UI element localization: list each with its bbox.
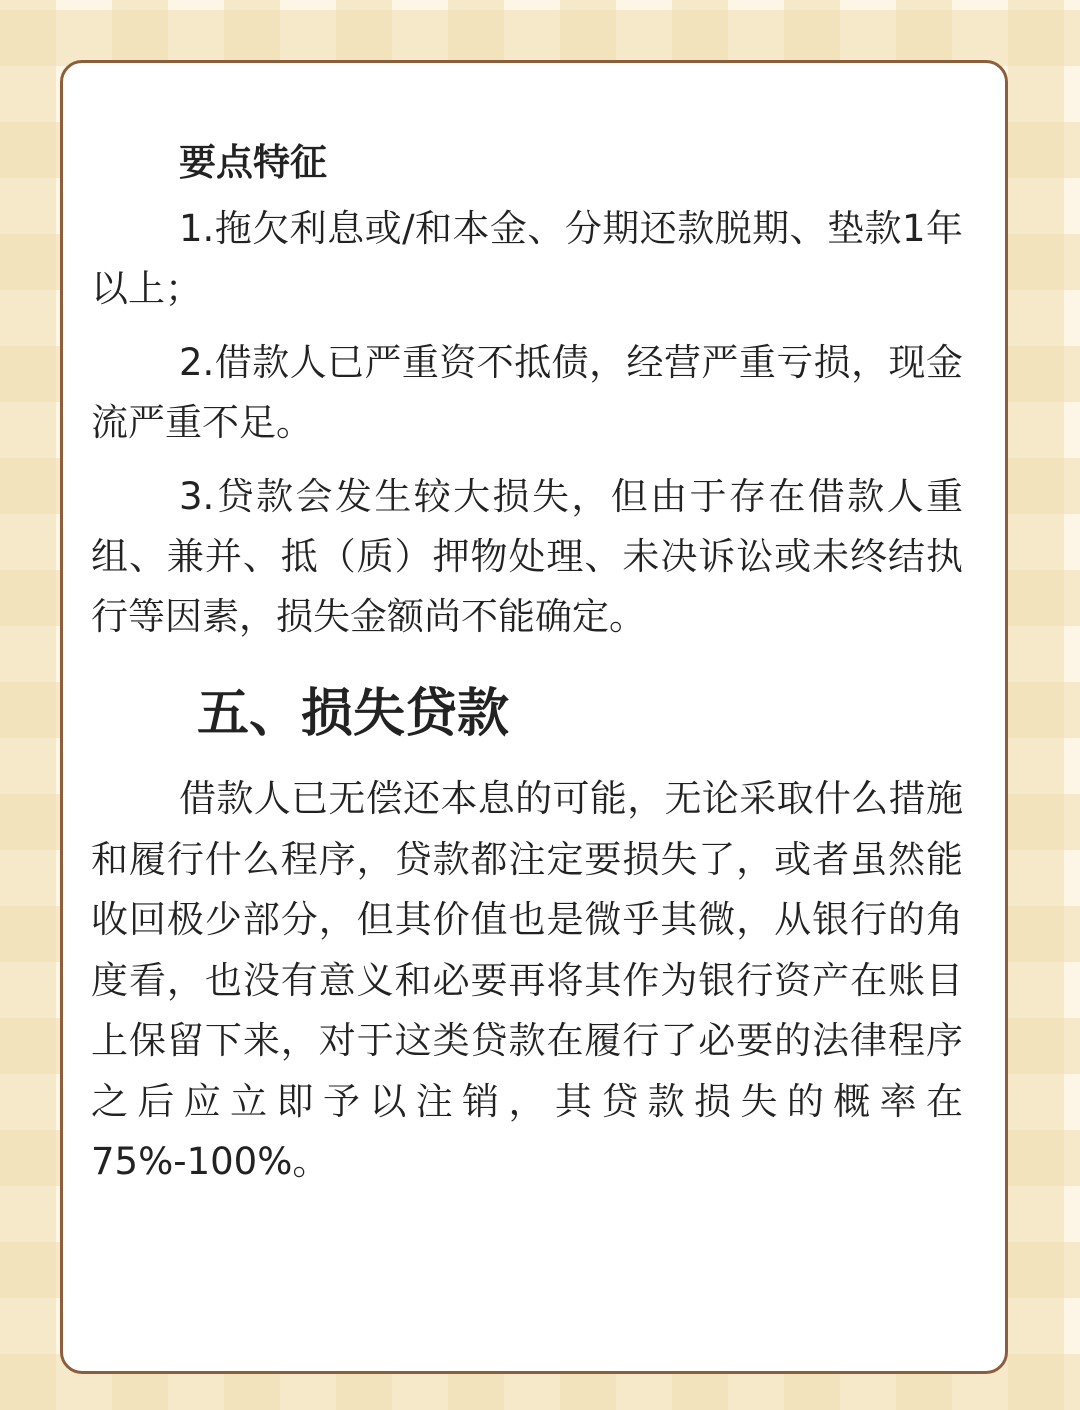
content-card [60,60,1008,1374]
section-body: 借款人已无偿还本息的可能，无论采取什么措施和履行什么程序，贷款都注定要损失了，或者虽然能收回极少部分，但其价值也是微乎其微，从银行的角度看，也没有意义和必要再将其作为银行资产在账目上保留下来，对于这类贷款在履行了必要的法律程序之后应立即予以注销，其贷款损失的概率在75%-100%。 [91,777,963,1183]
point-item-3: 3.贷款会发生较大损失，但由于存在借款人重组、兼并、抵（质）押物处理、未决诉讼或未终结执行等因素，损失金额尚不能确定。 [91,475,963,638]
content-area [91,137,963,1207]
point-item-1: 1.拖欠利息或/和本金、分期还款脱期、垫款1年以上； [91,207,963,310]
section-title: 五、损失贷款 [197,684,510,744]
point-item-2: 2.借款人已严重资不抵债，经营严重亏损，现金流严重不足。 [91,341,963,444]
points-heading: 要点特征 [179,141,327,184]
